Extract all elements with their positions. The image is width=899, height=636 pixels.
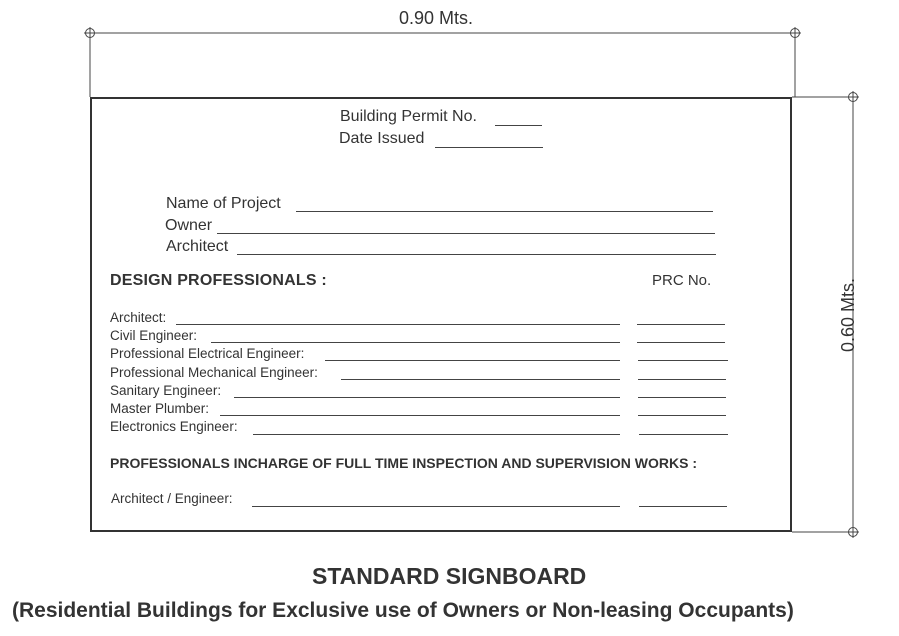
professional-line [253, 434, 620, 435]
permit-no-label: Building Permit No. [340, 108, 477, 125]
inspection-item: Architect / Engineer: [111, 491, 233, 506]
prc-line [638, 360, 728, 361]
caption-title: STANDARD SIGNBOARD [312, 563, 587, 589]
prc-line [637, 324, 725, 325]
professional-line [211, 342, 620, 343]
professional-line [176, 324, 620, 325]
professional-item: Master Plumber: [110, 401, 210, 416]
prc-line [637, 342, 725, 343]
prc-line [639, 434, 728, 435]
inspection-heading: PROFESSIONALS INCHARGE OF FULL TIME INSPECTION AND SUPERVISION WORKS : [110, 455, 698, 471]
prc-no-label: PRC No. [652, 272, 712, 289]
professional-item: Civil Engineer: [110, 328, 198, 343]
architect-label: Architect [166, 238, 229, 255]
inspection-prc-line [639, 506, 727, 507]
prc-line [638, 379, 726, 380]
width-label: 0.90 Mts. [399, 8, 474, 28]
dimension-marker-icon [847, 91, 859, 103]
dimension-marker-icon [847, 526, 859, 538]
project-name-line [296, 211, 713, 212]
dimension-marker-icon [84, 27, 96, 39]
professional-line [234, 397, 620, 398]
professional-line [341, 379, 620, 380]
caption-subtitle: (Residential Buildings for Exclusive use of Owners or Non-leasing Occupants) [12, 599, 794, 622]
owner-label: Owner [165, 217, 213, 234]
date-issued-line [435, 147, 543, 148]
dimension-marker-icon [789, 27, 801, 39]
professional-item: Architect: [110, 310, 167, 325]
professional-item: Professional Electrical Engineer: [110, 346, 305, 361]
prc-line [638, 397, 726, 398]
prc-line [638, 415, 726, 416]
professional-item: Professional Mechanical Engineer: [110, 365, 318, 380]
date-issued-label: Date Issued [339, 130, 425, 147]
design-professionals-heading: DESIGN PROFESSIONALS : [110, 272, 327, 289]
owner-line [217, 233, 715, 234]
professional-item: Sanitary Engineer: [110, 383, 222, 398]
professional-line [325, 360, 620, 361]
professional-line [220, 415, 620, 416]
inspection-line [252, 506, 620, 507]
professional-item: Electronics Engineer: [110, 419, 238, 434]
project-name-label: Name of Project [166, 195, 281, 212]
height-label: 0.60 Mts. [838, 277, 858, 353]
permit-no-line [495, 125, 542, 126]
architect-line [237, 254, 716, 255]
